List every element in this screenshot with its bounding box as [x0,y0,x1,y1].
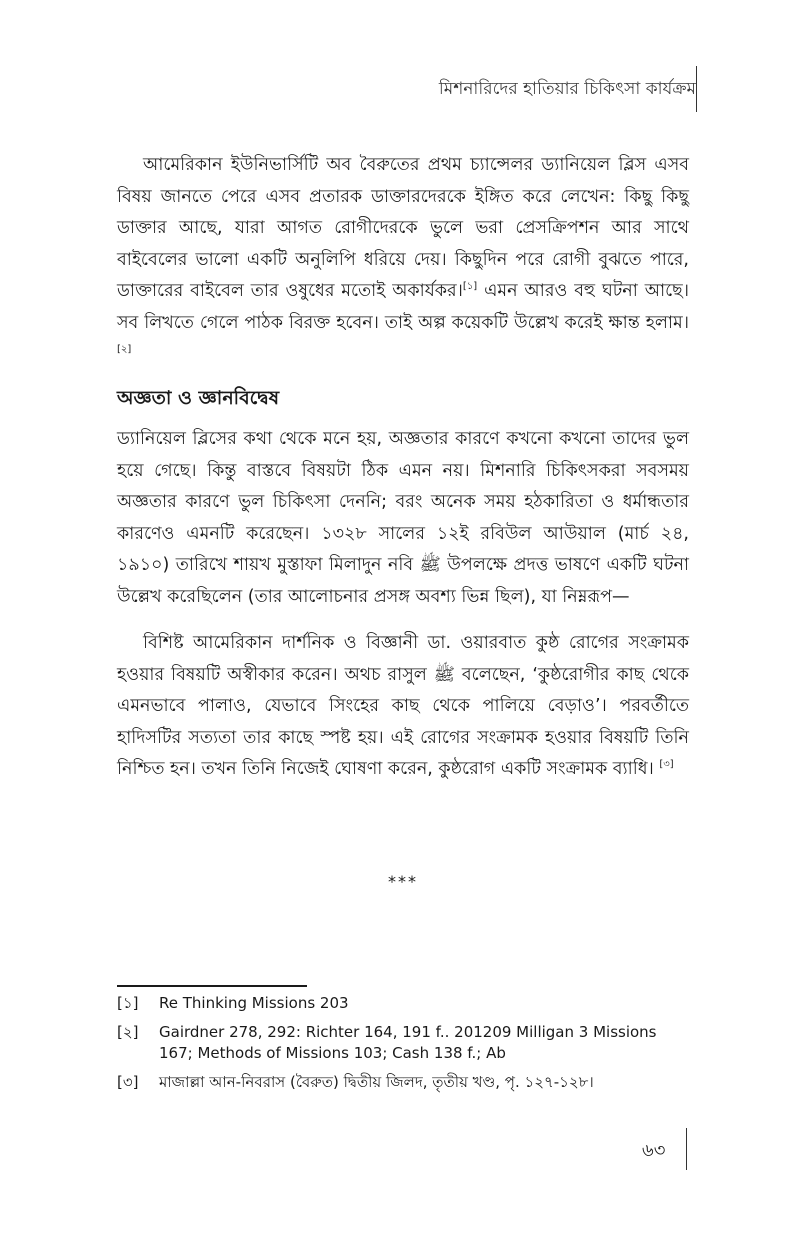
paragraph-text: বিশিষ্ট আমেরিকান দার্শনিক ও বিজ্ঞানী ডা. ওয়ারবাত কুষ্ঠ রোগের সংক্রামক হওয়ার বিষয়টি অস্বীকার করেন। অথচ রাসুল ﷺ বলেছেন, ‘কুষ্ঠরোগীর কাছ থেকে এমনভাবে পালাও, যেভাবে সিংহের কাছ থেকে পালিয়ে বেড়াও’। পরবর্তীতে হাদিসটির সত্যতা তার কাছে স্পষ্ট হয়। এই রোগের সংক্রামক হওয়ার বিষয়টি তিনি নিশ্চিত হন। তখন তিনি নিজেই ঘোষণা করেন, কুষ্ঠরোগ একটি সংক্রামক ব্যাধি। [117,633,689,779]
footnote-text: Gairdner 278, 292: Richter 164, 191 f.. 201209 Milligan 3 Missions 167; Methods of Missions 103; Cash 138 f.; Ab [159,1023,657,1062]
footnote-item [117,1072,689,1093]
paragraph-text: আমেরিকান ইউনিভার্সিটি অব বৈরুতের প্রথম চ্যান্সেলর ড্যানিয়েল ব্লিস এসব বিষয় জানতে পেরে এসব প্রতারক ডাক্তারদেরকে ইঙ্গিত করে লেখেন: কিছু কিছু ডাক্তার আছে, যারা আগত রোগীদেরকে ভুলে ভরা প্রেসক্রিপশন আর সাথে বাইবেলের ভালো একটি অনুলিপি ধরিয়ে দেয়। কিছুদিন পরে রোগী বুঝতে পারে, ডাক্তারের বাইবেল তার ওষুধের মতোই অকার্যকর। [117,155,689,301]
footnote-text: Re Thinking Missions 203 [159,994,349,1012]
page-number-divider [686,1128,687,1170]
footnote-rule [117,985,307,987]
footnote-ref-1[interactable]: [১] [462,281,478,293]
footnote-number: [২] [117,1023,139,1041]
footnotes [117,993,689,1101]
footnote-number: [১] [117,994,139,1012]
footnote-item [117,1022,689,1064]
header-divider [696,66,697,112]
footnote-number: [৩] [117,1073,139,1091]
footnote-text: মাজাল্লা আন-নিবরাস (বৈরুত) দ্বিতীয় জিলদ, তৃতীয় খণ্ড, পৃ. ১২৭-১২৮। [159,1073,594,1091]
body-paragraph-3 [117,628,689,786]
section-heading: অজ্ঞতা ও জ্ঞানবিদ্বেষ [117,387,280,409]
paragraph-text: ড্যানিয়েল ব্লিসের কথা থেকে মনে হয়, অজ্ঞতার কারণে কখনো কখনো তাদের ভুল হয়ে গেছে। কিন্তু বাস্তবে বিষয়টা ঠিক এমন নয়। মিশনারি চিকিৎসকরা সবসময় অজ্ঞতার কারণে ভুল চিকিৎসা দেননি; বরং অনেক সময় হঠকারিতা ও ধর্মান্ধতার কারণেও এমনটি করেছেন। ১৩২৮ সালের ১২ই রবিউল আউয়াল (মার্চ ২৪, ১৯১০) তারিখে শায়খ মুস্তাফা মিলাদুন নবি ﷺ উপলক্ষে প্রদত্ত ভাষণে একটি ঘটনা উল্লেখ করেছিলেন (তার আলোচনার প্রসঙ্গ অবশ্য ভিন্ন ছিল), যা নিম্নরূপ— [117,429,690,607]
page-number: ৬৩ [642,1140,666,1161]
footnote-ref-2[interactable]: [২] [117,344,132,356]
body-paragraph-1 [117,150,689,371]
paragraph-text: এমন আরও বহু ঘটনা আছে। সব লিখতে গেলে পাঠক বিরক্ত হবেন। তাই অল্প কয়েকটি উল্লেখ করেই ক্ষান্ত হলাম। [117,281,689,333]
section-separator: *** [388,872,418,891]
running-header: মিশনারিদের হাতিয়ার চিকিৎসা কার্যক্রম [438,79,696,99]
body-paragraph-2 [117,424,689,613]
footnote-ref-3[interactable]: [৩] [659,759,674,771]
footnote-item [117,993,689,1014]
